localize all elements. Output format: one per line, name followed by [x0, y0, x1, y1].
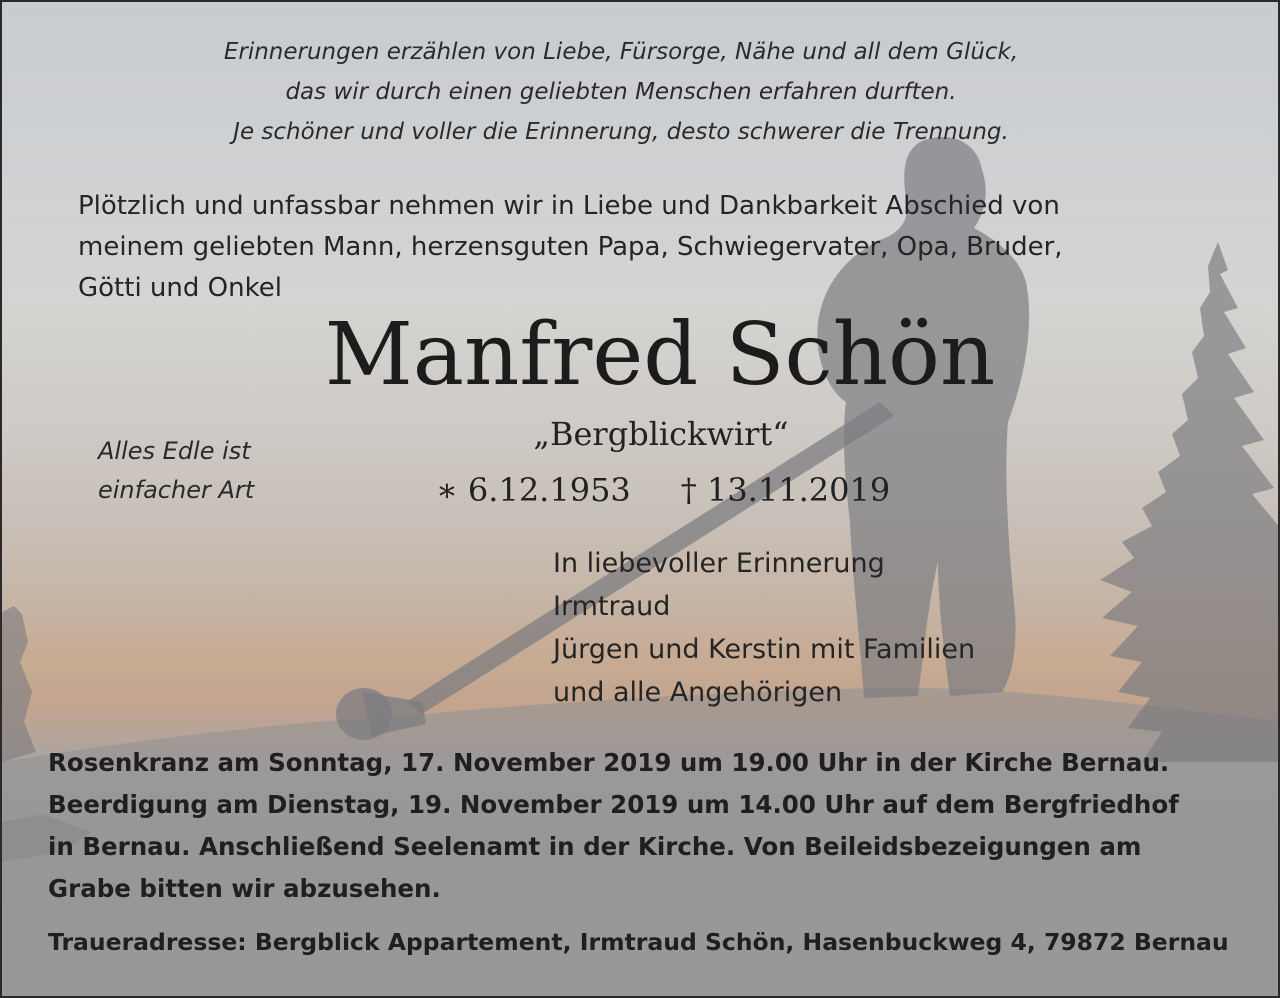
service-line: Grabe bitten wir abzusehen. — [48, 874, 441, 903]
quote-line: Erinnerungen erzählen von Liebe, Fürsorge, Nähe und all dem Glück, — [223, 39, 1019, 65]
left-bush-silhouette — [2, 606, 36, 762]
memorial-quote — [2, 32, 1240, 152]
deceased-nickname: „Bergblickwirt“ — [533, 415, 789, 453]
farewell-announcement — [78, 186, 1063, 309]
motto — [98, 432, 254, 510]
quote-line: das wir durch einen geliebten Menschen erfahren durften. — [285, 79, 957, 105]
motto-line: einfacher Art — [98, 476, 255, 504]
service-line: Beerdigung am Dienstag, 19. November 2019 um 14.00 Uhr auf dem Bergfriedhof — [48, 790, 1179, 819]
announcement-line: meinem geliebten Mann, herzensguten Papa, Schwiegervater, Opa, Bruder, — [78, 232, 1063, 262]
mourners-line: und alle Angehörigen — [553, 677, 843, 708]
motto-line: Alles Edle ist — [98, 437, 251, 465]
life-dates — [436, 468, 890, 512]
mourners-line: Irmtraud — [553, 591, 671, 622]
announcement-line: Plötzlich und unfassbar nehmen wir in Liebe und Dankbarkeit Abschied von — [78, 191, 1060, 221]
quote-line: Je schöner und voller die Erinnerung, desto schwerer die Trennung. — [233, 119, 1009, 145]
funeral-service-details — [48, 742, 1179, 910]
mourners-list — [553, 542, 975, 714]
service-line: Rosenkranz am Sonntag, 17. November 2019 um 19.00 Uhr in der Kirche Bernau. — [48, 748, 1170, 777]
birth-date: ∗ 6.12.1953 — [436, 471, 631, 509]
mourning-address: Traueradresse: Bergblick Appartement, Irmtraud Schön, Hasenbuckweg 4, 79872 Bernau — [48, 928, 1229, 956]
mourners-line: In liebevoller Erinnerung — [553, 548, 885, 579]
death-date: † 13.11.2019 — [680, 471, 891, 509]
announcement-line: Götti und Onkel — [78, 273, 282, 303]
mourners-line: Jürgen und Kerstin mit Familien — [553, 634, 976, 665]
service-line: in Bernau. Anschließend Seelenamt in der Kirche. Von Beileidsbezeigungen am — [48, 832, 1142, 861]
deceased-name: Manfred Schön — [324, 305, 996, 405]
